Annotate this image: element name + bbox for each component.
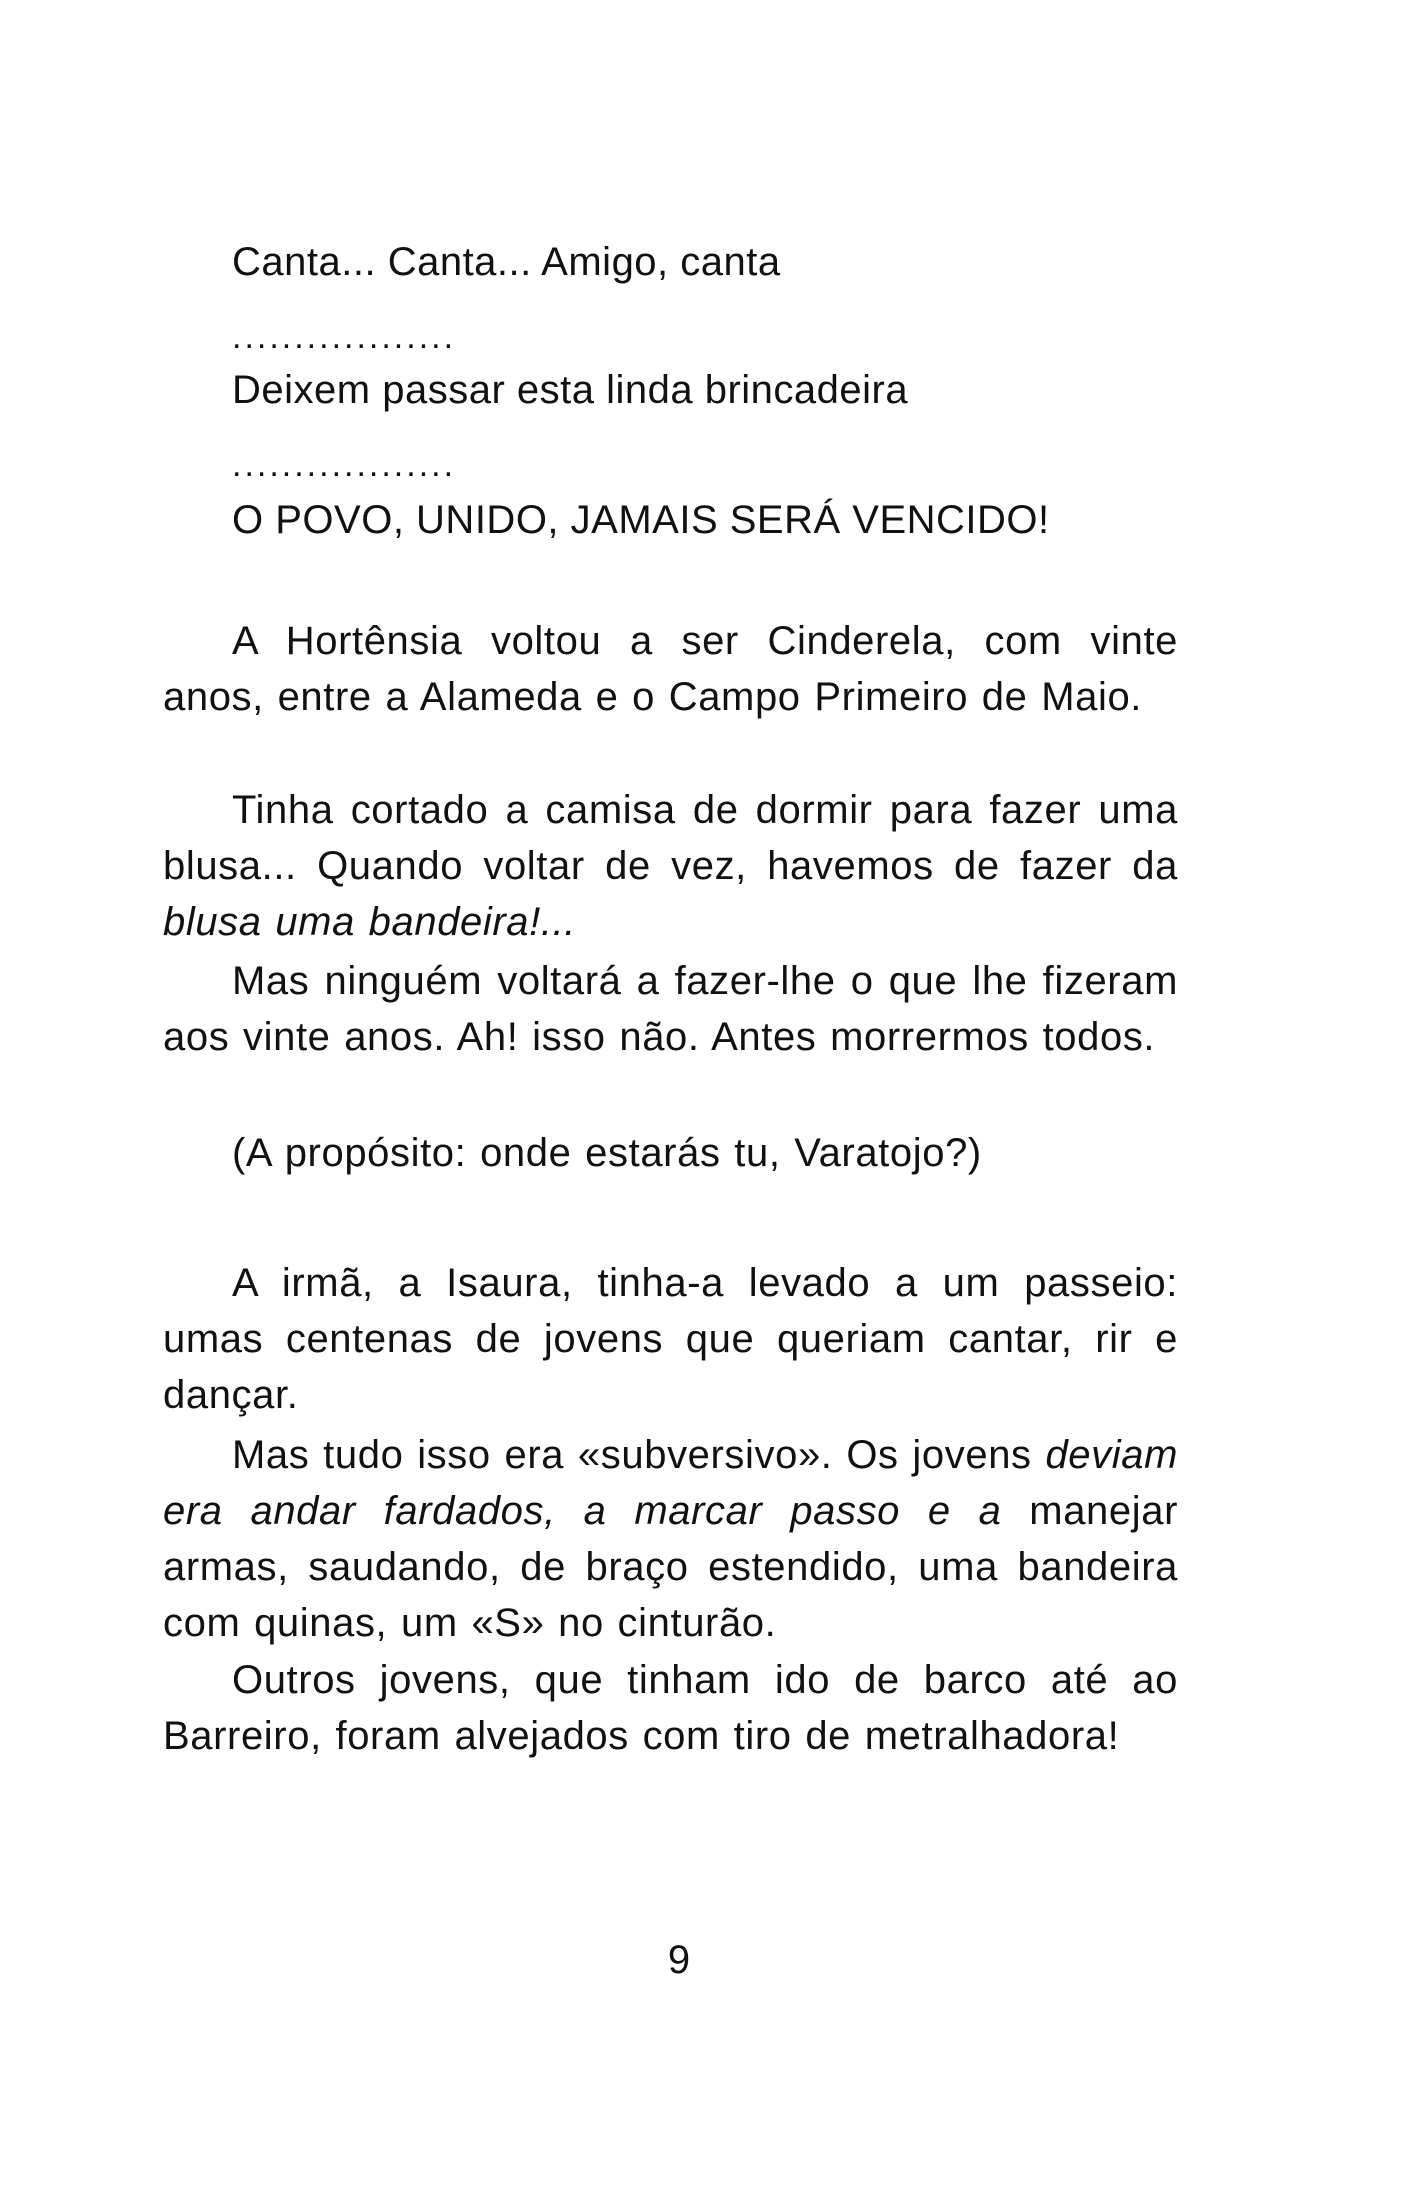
paragraph-varatojo: (A propósito: onde estarás tu, Varatojo?) bbox=[232, 1131, 982, 1175]
paragraph-isaura: A irmã, a Isaura, tinha-a levado a um passeio: umas centenas de jovens que queriam cantar, rir e dançar. bbox=[163, 1261, 1178, 1417]
paragraph-ninguem: Mas ninguém voltará a fazer-lhe o que lhe fizeram aos vinte anos. Ah! isso não. Antes morrermos todos. bbox=[163, 959, 1178, 1059]
paragraph-subversivo bbox=[163, 1427, 1178, 1651]
page-number: 9 bbox=[667, 1938, 691, 1982]
paragraph-blusa-italic: blusa uma bandeira!... bbox=[163, 900, 577, 944]
paragraph-blusa-text: Tinha cortado a camisa de dormir para fazer uma blusa... Quando voltar de vez, havemos de fazer da bbox=[163, 788, 1178, 888]
verse-line-2: Deixem passar esta linda brincadeira bbox=[232, 368, 909, 412]
paragraph-subversivo-italic: deviam era andar fardados, a marcar passo e a bbox=[163, 1433, 1178, 1533]
verse-line-3: O POVO, UNIDO, JAMAIS SERÁ VENCIDO! bbox=[232, 498, 1050, 542]
paragraph-subversivo-start: Mas tudo isso era «subversivo». Os jovens bbox=[232, 1433, 1046, 1477]
paragraph-blusa bbox=[163, 782, 1178, 950]
ellipsis-separator-2: .................. bbox=[232, 446, 457, 484]
paragraph-barreiro: Outros jovens, que tinham ido de barco até ao Barreiro, foram alvejados com tiro de metralhadora! bbox=[163, 1658, 1178, 1758]
paragraph-hortensia: A Hortênsia voltou a ser Cinderela, com vinte anos, entre a Alameda e o Campo Primeiro de Maio. bbox=[163, 619, 1178, 719]
verse-line-1: Canta... Canta... Amigo, canta bbox=[232, 240, 781, 284]
ellipsis-separator-1: .................. bbox=[232, 318, 457, 356]
paragraph-subversivo-end: manejar armas, saudando, de braço estendido, uma bandeira com quinas, um «S» no cinturão. bbox=[163, 1489, 1178, 1645]
